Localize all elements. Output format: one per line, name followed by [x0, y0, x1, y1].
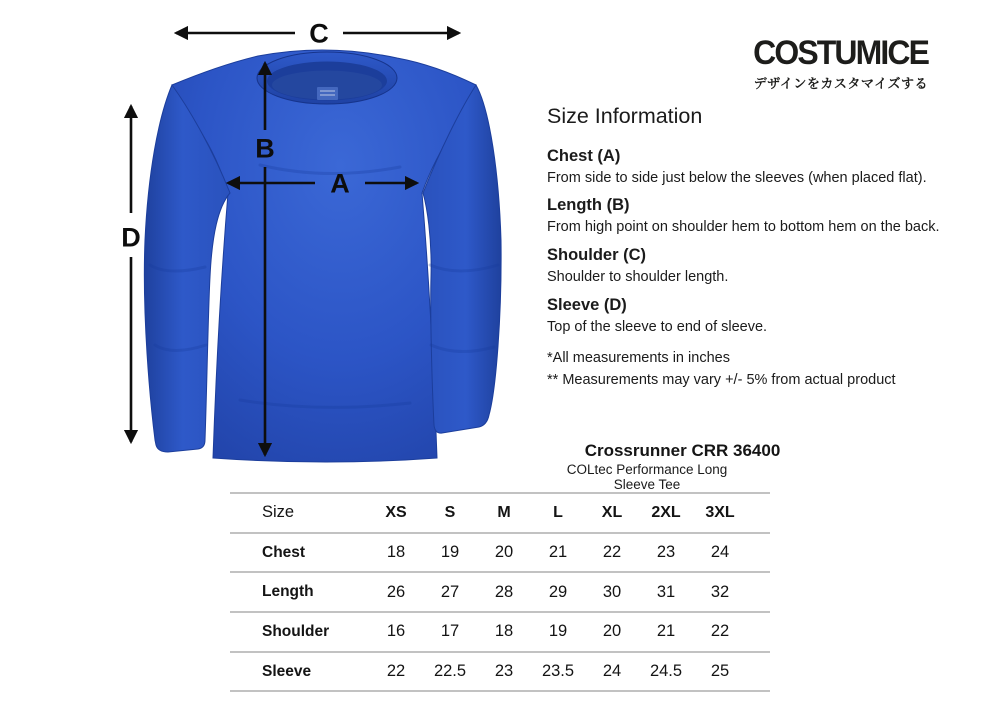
column-header-s: S — [423, 493, 477, 533]
measure-definition-sleeve — [547, 296, 952, 337]
chest-l: 21 — [531, 533, 585, 573]
column-header-xs: XS — [369, 493, 423, 533]
chest-2xl: 23 — [639, 533, 693, 573]
neck-label — [317, 87, 338, 100]
length-xs: 26 — [369, 572, 423, 612]
column-header-xl: XL — [585, 493, 639, 533]
measurement-notes — [547, 348, 952, 392]
row-label-chest: Chest — [230, 533, 369, 573]
measure-definition-length — [547, 196, 952, 237]
column-header-2xl: 2XL — [639, 493, 693, 533]
length-arrow-label: B — [255, 133, 275, 164]
term-shoulder: Shoulder (C) — [547, 246, 646, 265]
column-header-m: M — [477, 493, 531, 533]
sleeve-l: 23.5 — [531, 652, 585, 692]
chest-arrow-label: A — [330, 168, 350, 199]
table-row-sleeve — [230, 652, 770, 692]
chest-m: 20 — [477, 533, 531, 573]
product-subtitle: COLtec Performance Long Sleeve Tee — [566, 462, 728, 492]
table-header-row — [230, 493, 770, 533]
table-row-chest — [230, 533, 770, 573]
shirt-measurement-diagram — [110, 15, 540, 480]
row-label-sleeve: Sleeve — [230, 652, 369, 692]
chest-3xl: 24 — [693, 533, 747, 573]
size-information-section — [547, 104, 952, 392]
length-2xl: 31 — [639, 572, 693, 612]
term-chest: Chest (A) — [547, 146, 621, 165]
shirt-illustration — [144, 50, 501, 462]
shoulder-arrow-label: C — [309, 18, 329, 49]
term-sleeve-description: Top of the sleeve to end of sleeve. — [547, 318, 768, 335]
section-title: Size Information — [547, 104, 703, 128]
shoulder-s: 17 — [423, 612, 477, 652]
length-l: 29 — [531, 572, 585, 612]
row-label-length: Length — [230, 572, 369, 612]
length-xl: 30 — [585, 572, 639, 612]
size-table — [230, 492, 770, 692]
shoulder-l: 19 — [531, 612, 585, 652]
chest-xl: 22 — [585, 533, 639, 573]
column-header-3xl: 3XL — [693, 493, 747, 533]
row-label-shoulder: Shoulder — [230, 612, 369, 652]
term-length: Length (B) — [547, 196, 630, 215]
length-m: 28 — [477, 572, 531, 612]
note-units: *All measurements in inches — [547, 350, 730, 367]
table-row-length — [230, 572, 770, 612]
shoulder-xs: 16 — [369, 612, 423, 652]
shoulder-m: 18 — [477, 612, 531, 652]
sleeve-3xl: 25 — [693, 652, 747, 692]
sleeve-xl: 24 — [585, 652, 639, 692]
note-tolerance: ** Measurements may vary +/- 5% from actual product — [547, 372, 896, 389]
brand-tagline: デザインをカスタマイズする — [753, 76, 928, 91]
brand-logo — [742, 36, 928, 92]
shoulder-3xl: 22 — [693, 612, 747, 652]
sleeve-2xl: 24.5 — [639, 652, 693, 692]
sleeve-arrow-label: D — [121, 222, 141, 253]
sleeve-s: 22.5 — [423, 652, 477, 692]
table-row-shoulder — [230, 612, 770, 652]
measure-definition-shoulder — [547, 246, 952, 287]
product-name: Crossrunner CRR 36400 — [584, 441, 781, 460]
term-chest-description: From side to side just below the sleeves (when placed flat). — [547, 169, 927, 186]
measure-definition-chest — [547, 147, 952, 188]
term-shoulder-description: Shoulder to shoulder length. — [547, 268, 729, 285]
length-3xl: 32 — [693, 572, 747, 612]
chest-s: 19 — [423, 533, 477, 573]
length-s: 27 — [423, 572, 477, 612]
column-header-size: Size — [230, 493, 369, 533]
brand-name: COSTUMICE — [753, 34, 928, 72]
term-length-description: From high point on shoulder hem to bottom hem on the back. — [547, 219, 940, 236]
chest-xs: 18 — [369, 533, 423, 573]
sleeve-m: 23 — [477, 652, 531, 692]
shoulder-2xl: 21 — [639, 612, 693, 652]
column-header-l: L — [531, 493, 585, 533]
table-spacer — [747, 493, 770, 533]
term-sleeve: Sleeve (D) — [547, 295, 627, 314]
sleeve-xs: 22 — [369, 652, 423, 692]
shoulder-xl: 20 — [585, 612, 639, 652]
